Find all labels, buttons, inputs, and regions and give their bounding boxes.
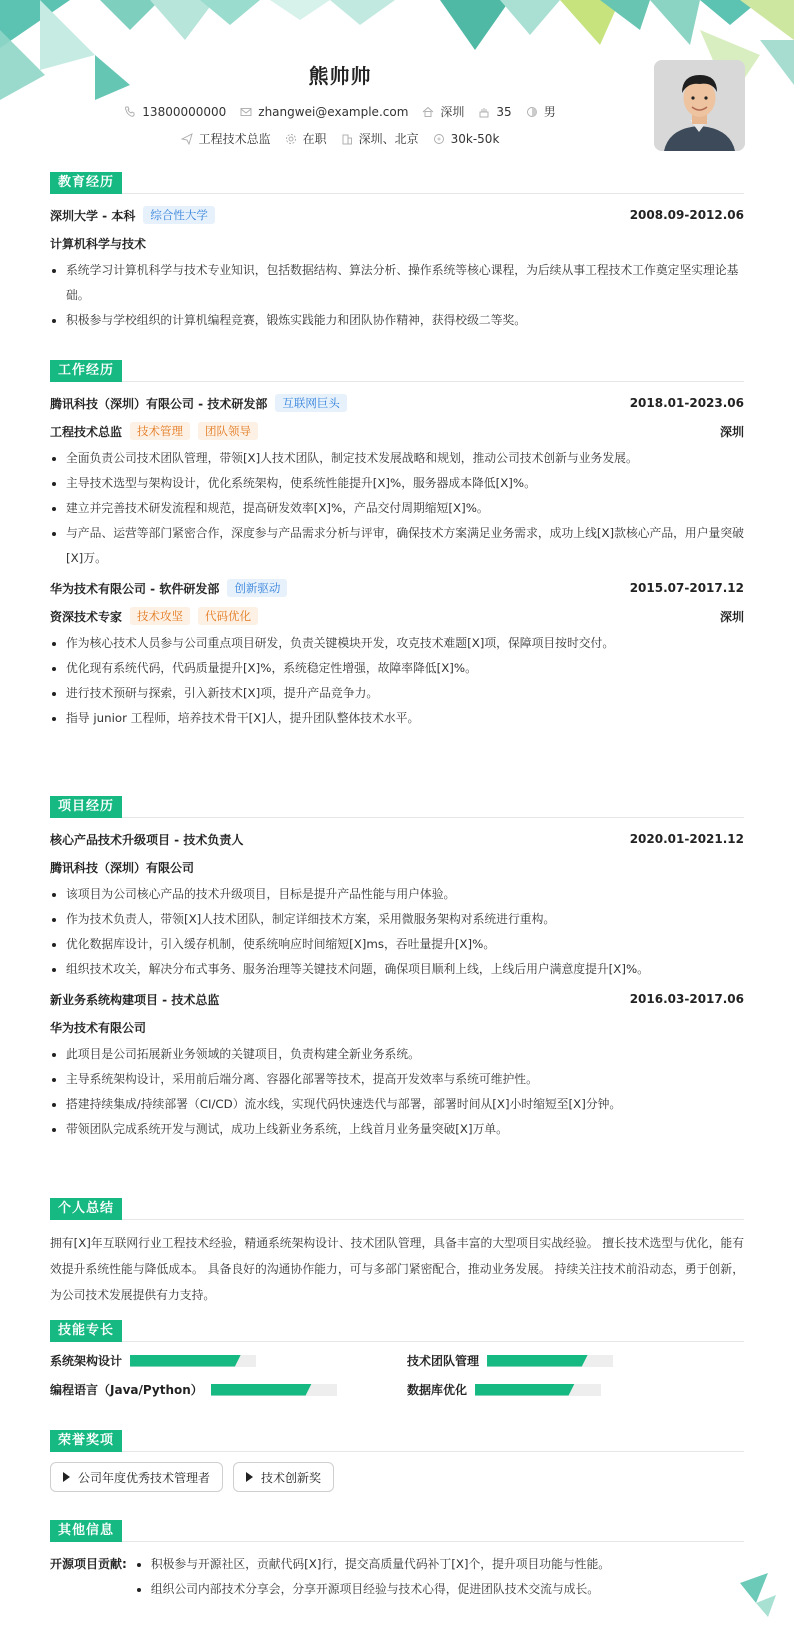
company-name: 华为技术有限公司 - 软件研发部	[50, 581, 220, 596]
project-org: 华为技术有限公司	[50, 1020, 147, 1035]
company-name: 腾讯科技（深圳）有限公司 - 技术研发部	[50, 396, 268, 411]
skill-bar	[475, 1384, 601, 1396]
play-icon	[246, 1472, 253, 1482]
skill-name: 技术团队管理	[407, 1354, 480, 1368]
other-bullets	[135, 1552, 610, 1602]
list-item: 指导 junior 工程师，培养技术骨干[X]人，提升团队整体技术水平。	[50, 706, 744, 731]
list-item: 搭建持续集成/持续部署（CI/CD）流水线，实现代码快速迭代与部署，部署时间从[X]小时缩短至[X]分钟。	[50, 1092, 744, 1117]
list-item: 组织公司内部技术分享会，分享开源项目经验与技术心得，促进团队技术交流与成长。	[135, 1577, 610, 1602]
job-location: 深圳	[719, 424, 744, 439]
skill-bar-fill	[211, 1384, 312, 1396]
candidate-name: 熊帅帅	[308, 64, 372, 88]
education-section	[50, 172, 744, 333]
role-tag: 团队领导	[198, 422, 258, 440]
project-period: 2020.01-2021.12	[629, 832, 744, 846]
skill-name: 编程语言（Java/Python）	[50, 1383, 203, 1397]
list-item: 作为技术负责人，带领[X]人技术团队，制定详细技术方案，采用微服务架构对系统进行重构。	[50, 907, 744, 932]
list-item: 主导技术选型与架构设计，优化系统架构，使系统性能提升[X]%，服务器成本降低[X]%。	[50, 471, 744, 496]
projects-header	[50, 796, 744, 818]
job-company-row	[50, 577, 744, 599]
salary-info	[433, 130, 500, 147]
job-entry	[50, 577, 744, 731]
list-item: 优化数据库设计，引入缓存机制，使系统响应时间缩短[X]ms，吞吐量提升[X]%。	[50, 932, 744, 957]
skill-name: 数据库优化	[407, 1383, 468, 1397]
major-row	[50, 232, 744, 254]
honors-header	[50, 1430, 744, 1452]
skill-bar-fill	[130, 1355, 241, 1367]
target-city-text: 深圳、北京	[358, 132, 419, 146]
list-item: 与产品、运营等部门紧密合作，深度参与产品需求分析与评审，确保技术方案满足业务需求，成功上线[X]款核心产品，用户量突破[X]万。	[50, 521, 744, 571]
list-item: 组织技术攻关，解决分布式事务、服务治理等关键技术问题，确保项目顺利上线，上线后用户满意度提升[X]%。	[50, 957, 744, 982]
list-item: 该项目为公司核心产品的技术升级项目，目标是提升产品性能与用户体验。	[50, 882, 744, 907]
awards-list	[50, 1462, 744, 1492]
job-period: 2018.01-2023.06	[629, 396, 744, 410]
project-row	[50, 988, 744, 1010]
job-bullets	[50, 631, 744, 731]
resume-header	[0, 0, 794, 170]
salary-text: 30k-50k	[450, 131, 500, 146]
role-tag: 代码优化	[198, 607, 258, 625]
position-text: 工程技术总监	[198, 132, 271, 146]
email-info	[240, 103, 408, 120]
section-title: 教育经历	[50, 172, 122, 194]
job-bullets	[50, 446, 744, 571]
gear-icon	[285, 133, 297, 145]
projects-section	[50, 796, 744, 1142]
email-icon	[240, 106, 252, 118]
award-label: 技术创新奖	[261, 1470, 322, 1485]
contact-row	[0, 103, 680, 120]
skill-item	[407, 1352, 744, 1369]
role-tag: 技术攻坚	[130, 607, 190, 625]
company-tag: 互联网巨头	[275, 394, 347, 412]
summary-header	[50, 1198, 744, 1220]
work-section	[50, 360, 744, 731]
gender-icon	[526, 106, 538, 118]
skill-bar	[487, 1355, 613, 1367]
skill-bar	[130, 1355, 256, 1367]
list-item: 进行技术预研与探索，引入新技术[X]项，提升产品竞争力。	[50, 681, 744, 706]
job-period: 2015.07-2017.12	[629, 581, 744, 595]
project-entry	[50, 988, 744, 1142]
age-text: 35	[496, 104, 512, 119]
education-header	[50, 172, 744, 194]
job-role: 资深技术专家	[50, 609, 123, 624]
skills-grid	[50, 1352, 744, 1398]
section-title: 其他信息	[50, 1520, 122, 1542]
project-name: 核心产品技术升级项目 - 技术负责人	[50, 832, 244, 847]
other-info	[50, 1552, 744, 1602]
award-item	[233, 1462, 334, 1492]
status-info	[285, 130, 327, 147]
project-period: 2016.03-2017.06	[629, 992, 744, 1006]
city-text: 深圳	[440, 105, 465, 119]
list-item: 主导系统架构设计，采用前后端分离、容器化部署等技术，提高开发效率与系统可维护性。	[50, 1067, 744, 1092]
phone-text: 13800000000	[142, 104, 227, 119]
coin-icon	[433, 133, 445, 145]
skill-bar	[211, 1384, 337, 1396]
age-info	[478, 103, 511, 120]
school-tag: 综合性大学	[143, 206, 215, 224]
job-role-row	[50, 605, 744, 627]
building-icon	[341, 133, 353, 145]
project-org: 腾讯科技（深圳）有限公司	[50, 860, 195, 875]
other-header	[50, 1520, 744, 1542]
job-role: 工程技术总监	[50, 424, 123, 439]
project-org-row	[50, 856, 744, 878]
skills-section	[50, 1320, 744, 1398]
list-item: 积极参与开源社区，贡献代码[X]行，提交高质量代码补丁[X]个，提升项目功能与性能。	[135, 1552, 610, 1577]
status-text: 在职	[302, 132, 327, 146]
job-role-row	[50, 420, 744, 442]
other-label: 开源项目贡献:	[50, 1557, 127, 1571]
list-item: 带领团队完成系统开发与测试，成功上线新业务系统，上线首月业务量突破[X]万单。	[50, 1117, 744, 1142]
home-icon	[422, 106, 434, 118]
phone-icon	[124, 106, 136, 118]
summary-section	[50, 1198, 744, 1308]
job-location: 深圳	[719, 609, 744, 624]
section-title: 项目经历	[50, 796, 122, 818]
project-entry	[50, 828, 744, 982]
work-header	[50, 360, 744, 382]
skills-header	[50, 1320, 744, 1342]
position-info	[181, 130, 271, 147]
footer-decoration	[738, 1573, 778, 1617]
award-item	[50, 1462, 223, 1492]
list-item: 此项目是公司拓展新业务领域的关键项目，负责构建全新业务系统。	[50, 1042, 744, 1067]
section-title: 个人总结	[50, 1198, 122, 1220]
education-bullets	[50, 258, 744, 333]
city-info	[422, 103, 464, 120]
skill-item	[407, 1381, 744, 1398]
skill-name: 系统架构设计	[50, 1354, 123, 1368]
gender-text: 男	[543, 105, 556, 119]
list-item: 全面负责公司技术团队管理，带领[X]人技术团队，制定技术发展战略和规划，推动公司技术创新与业务发展。	[50, 446, 744, 471]
email-text: zhangwei@example.com	[258, 104, 409, 119]
school-name: 深圳大学 - 本科	[50, 208, 136, 223]
skill-item	[50, 1352, 387, 1369]
education-row	[50, 204, 744, 226]
award-label: 公司年度优秀技术管理者	[78, 1470, 211, 1485]
company-tag: 创新驱动	[227, 579, 287, 597]
play-icon	[63, 1472, 70, 1482]
job-entry	[50, 392, 744, 571]
project-bullets	[50, 1042, 744, 1142]
phone-info	[124, 103, 226, 120]
list-item: 优化现有系统代码，代码质量提升[X]%，系统稳定性增强，故障率降低[X]%。	[50, 656, 744, 681]
job-company-row	[50, 392, 744, 414]
job-intent-row	[0, 130, 680, 147]
cake-icon	[478, 106, 490, 118]
send-icon	[181, 133, 193, 145]
other-section	[50, 1520, 744, 1602]
list-item: 建立并完善技术研发流程和规范，提高研发效率[X]%，产品交付周期缩短[X]%。	[50, 496, 744, 521]
honors-section	[50, 1430, 744, 1492]
section-title: 荣誉奖项	[50, 1430, 122, 1452]
project-bullets	[50, 882, 744, 982]
role-tag: 技术管理	[130, 422, 190, 440]
project-row	[50, 828, 744, 850]
section-title: 工作经历	[50, 360, 122, 382]
list-item: 系统学习计算机科学与技术专业知识，包括数据结构、算法分析、操作系统等核心课程，为后续从事工程技术工作奠定坚实理论基础。	[50, 258, 744, 308]
skill-item	[50, 1381, 387, 1398]
list-item: 作为核心技术人员参与公司重点项目研发，负责关键模块开发，攻克技术难题[X]项，保障项目按时交付。	[50, 631, 744, 656]
list-item: 积极参与学校组织的计算机编程竞赛，锻炼实践能力和团队协作精神，获得校级二等奖。	[50, 308, 744, 333]
target-city-info	[341, 130, 419, 147]
project-org-row	[50, 1016, 744, 1038]
skill-bar-fill	[475, 1384, 575, 1396]
gender-info	[526, 103, 556, 120]
project-name: 新业务系统构建项目 - 技术总监	[50, 992, 220, 1007]
major-name: 计算机科学与技术	[50, 236, 147, 251]
avatar	[654, 60, 745, 151]
section-title: 技能专长	[50, 1320, 122, 1342]
summary-text: 拥有[X]年互联网行业工程技术经验，精通系统架构设计、技术团队管理，具备丰富的大型项目实战经验。 擅长技术选型与优化，能有效提升系统性能与降低成本。 具备良好的沟通协作能力，可与多部门紧密配合，推动业务发展。 持续关注技术前沿动态，勇于创新，为公司技术发展提供有力支持。	[50, 1236, 744, 1302]
education-period: 2008.09-2012.06	[629, 208, 744, 222]
skill-bar-fill	[487, 1355, 588, 1367]
